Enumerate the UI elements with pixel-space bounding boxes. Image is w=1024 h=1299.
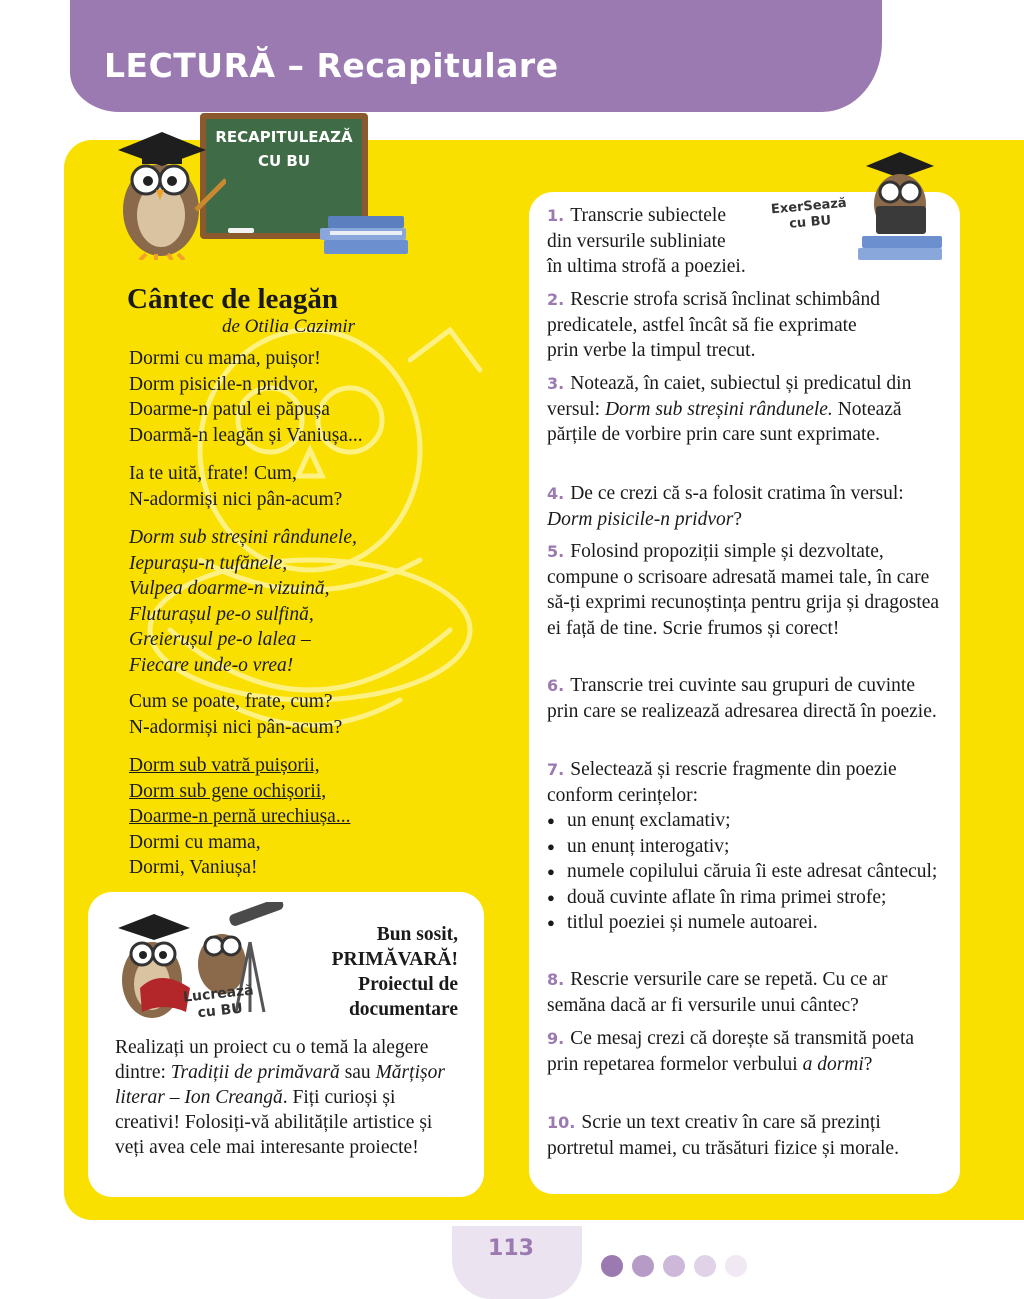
stanza-5 <box>129 753 350 881</box>
project-heading-line: Proiectul de <box>358 974 458 995</box>
verse-underlined: Dorm sub gene ochișorii, <box>129 780 327 802</box>
exercise-number: 2. <box>547 290 565 309</box>
exercise-text: predicatele, astfel încât să fie exprimate <box>547 314 857 336</box>
exercise-text-italic: Dorm sub streșini rândunele. <box>604 398 833 420</box>
badge-line-2: cu BU <box>788 213 832 232</box>
verse: Doarme-n patul ei păpușa <box>129 399 330 420</box>
exercise-8 <box>547 967 942 1018</box>
verse: Iepurașu-n tufănele, <box>129 552 288 574</box>
exercise-number: 6. <box>547 676 565 695</box>
verse: Vulpea doarme-n vizuină, <box>129 578 330 599</box>
exercise-text: De ce crezi că s-a folosit cratima în versul: <box>570 483 904 504</box>
board-line-2: CU BU <box>257 152 311 170</box>
verse: Cum se poate, frate, cum? <box>129 691 333 712</box>
project-heading-line: PRIMĂVARĂ! <box>331 949 458 970</box>
exercise-10 <box>547 1110 942 1161</box>
exercise-3 <box>547 371 942 448</box>
board-line-1: RECAPITULEAZĂ <box>215 128 353 146</box>
verse: N-adormiși nici pân-acum? <box>129 488 343 510</box>
exercise-5 <box>547 539 942 641</box>
stanza-2 <box>129 461 342 512</box>
project-text-italic: Tradiții de primăvară <box>170 1062 340 1083</box>
books-icon <box>320 212 412 256</box>
exercise-number: 1. <box>547 206 565 225</box>
exercise-text: Transcrie subiectele <box>570 205 726 226</box>
exercise-text: Notează, în caiet, subiectul și predicatul din versul: <box>547 373 912 420</box>
exercise-number: 4. <box>547 484 565 503</box>
project-heading-line: Bun sosit, <box>376 924 458 945</box>
project-text: . Fiți curioși și creativi! Folosiți-vă abilitățile artistice și veți avea cele mai interesante proiecte! <box>115 1087 433 1158</box>
exercise-text-italic: a dormi <box>802 1053 864 1075</box>
exercise-text: ? <box>863 1053 873 1075</box>
verse: Doarmă-n leagăn și Vaniușa... <box>129 424 363 446</box>
exercise-text: prin verbe la timpul trecut. <box>547 340 756 361</box>
poem-author: de Otilia Cazimir <box>222 316 356 337</box>
progress-dot <box>663 1255 685 1277</box>
exercise-number: 8. <box>547 970 565 989</box>
stanza-1 <box>129 346 363 448</box>
verse: N-adormiși nici pân-acum? <box>129 716 343 738</box>
exercise-1 <box>547 203 942 280</box>
verse: Dorm pisicile-n pridvor, <box>129 373 319 395</box>
verse-underlined: Doarme-n pernă urechiușa... <box>129 806 351 827</box>
verse-underlined: Dorm sub vatră puișorii, <box>129 755 320 776</box>
chalk-icon <box>228 228 254 233</box>
exercise-text: Selectează și rescrie fragmente din poezie conform cerințelor: <box>547 759 897 806</box>
exercise-text: Folosind propoziții simple și dezvoltate, compune o scrisoare adresată mamei tale, în care să-ți exprimi recunoștința pentru grija și dragostea ei față de tine. Scrie frumos și corect! <box>547 541 940 639</box>
verse: Dormi cu mama, <box>129 831 261 853</box>
verse: Fluturașul pe-o sulfină, <box>129 603 314 625</box>
exercise-text: în ultima strofă a poeziei. <box>547 256 746 277</box>
bullet-item: ● un enunț exclamativ; <box>547 808 942 834</box>
project-text-italic: Mărțișor literar – Ion Creangă <box>115 1062 445 1108</box>
exercise-number: 9. <box>547 1029 565 1048</box>
exercise-text: Scrie un text creativ în care să prezinți portretul mamei, cu trăsături fizice și morale. <box>547 1112 899 1159</box>
exercise-text: Notează părțile de vorbire prin care sunt exprimate. <box>547 398 902 445</box>
exercise-4 <box>547 481 942 532</box>
exercise-text: din versurile subliniate <box>547 230 726 252</box>
exercise-text: Ce mesaj crezi că dorește să transmită poeta prin repetarea formelor verbului <box>547 1028 915 1075</box>
progress-dot <box>632 1255 654 1277</box>
exercise-text: ? <box>733 508 742 530</box>
verse: Dormi cu mama, puișor! <box>129 348 321 369</box>
project-heading-line: documentare <box>348 999 458 1020</box>
project-text: Realizați un proiect cu o temă la alegere dintre: <box>115 1037 429 1083</box>
stanza-3 <box>129 525 357 678</box>
bullet-item: ● două cuvinte aflate în rima primei strofe; <box>547 885 942 911</box>
page-title: LECTURĂ – Recapitulare <box>104 46 559 85</box>
exercise-number: 10. <box>547 1113 576 1132</box>
exercise-text: Transcrie trei cuvinte sau grupuri de cuvinte prin care se realizează adresarea directă în poezie. <box>547 675 937 722</box>
badge-line-1: ExerSează <box>770 195 848 218</box>
exercise-text-italic: Dorm pisicile-n pridvor <box>547 508 734 530</box>
exercise-number: 5. <box>547 542 565 561</box>
bullet-item: ● un enunț interogativ; <box>547 834 942 860</box>
exercise-6 <box>547 673 942 724</box>
bullet-item: ● numele copilului căruia îi este adresat cântecul; <box>547 859 942 885</box>
verse: Greierușul pe-o lalea – <box>129 629 311 650</box>
progress-dot <box>725 1255 747 1277</box>
badge-line-1: Lucrează <box>182 982 255 1006</box>
project-heading <box>332 922 458 1022</box>
exercise-text: Rescrie versurile care se repetă. Cu ce ar semăna dacă ar fi versurile unui cântec? <box>547 969 888 1016</box>
exercise-7 <box>547 757 942 936</box>
verse: Fiecare unde-o vrea! <box>129 654 294 676</box>
project-body <box>115 1035 465 1160</box>
progress-dot <box>601 1255 623 1277</box>
exercise-2 <box>547 287 942 364</box>
poem-title: Cântec de leagăn <box>127 283 339 315</box>
exercise-number: 7. <box>547 760 565 779</box>
stanza-4 <box>129 689 342 740</box>
verse: Ia te uită, frate! Cum, <box>129 463 297 484</box>
exercise-text: Rescrie strofa scrisă înclinat schimbând <box>570 289 880 310</box>
exercise-number: 3. <box>547 374 565 393</box>
project-text: sau <box>339 1062 376 1083</box>
verse: Dorm sub streșini rândunele, <box>129 527 357 548</box>
project-card <box>88 892 484 1197</box>
exercise-9 <box>547 1026 942 1077</box>
owl-teacher-icon <box>106 120 226 260</box>
bullet-item: ● titlul poeziei și numele autoarei. <box>547 910 942 936</box>
badge-line-2: cu BU <box>196 1000 244 1022</box>
progress-dot <box>694 1255 716 1277</box>
page-number: 113 <box>488 1236 534 1261</box>
verse: Dormi, Vaniușa! <box>129 857 258 878</box>
